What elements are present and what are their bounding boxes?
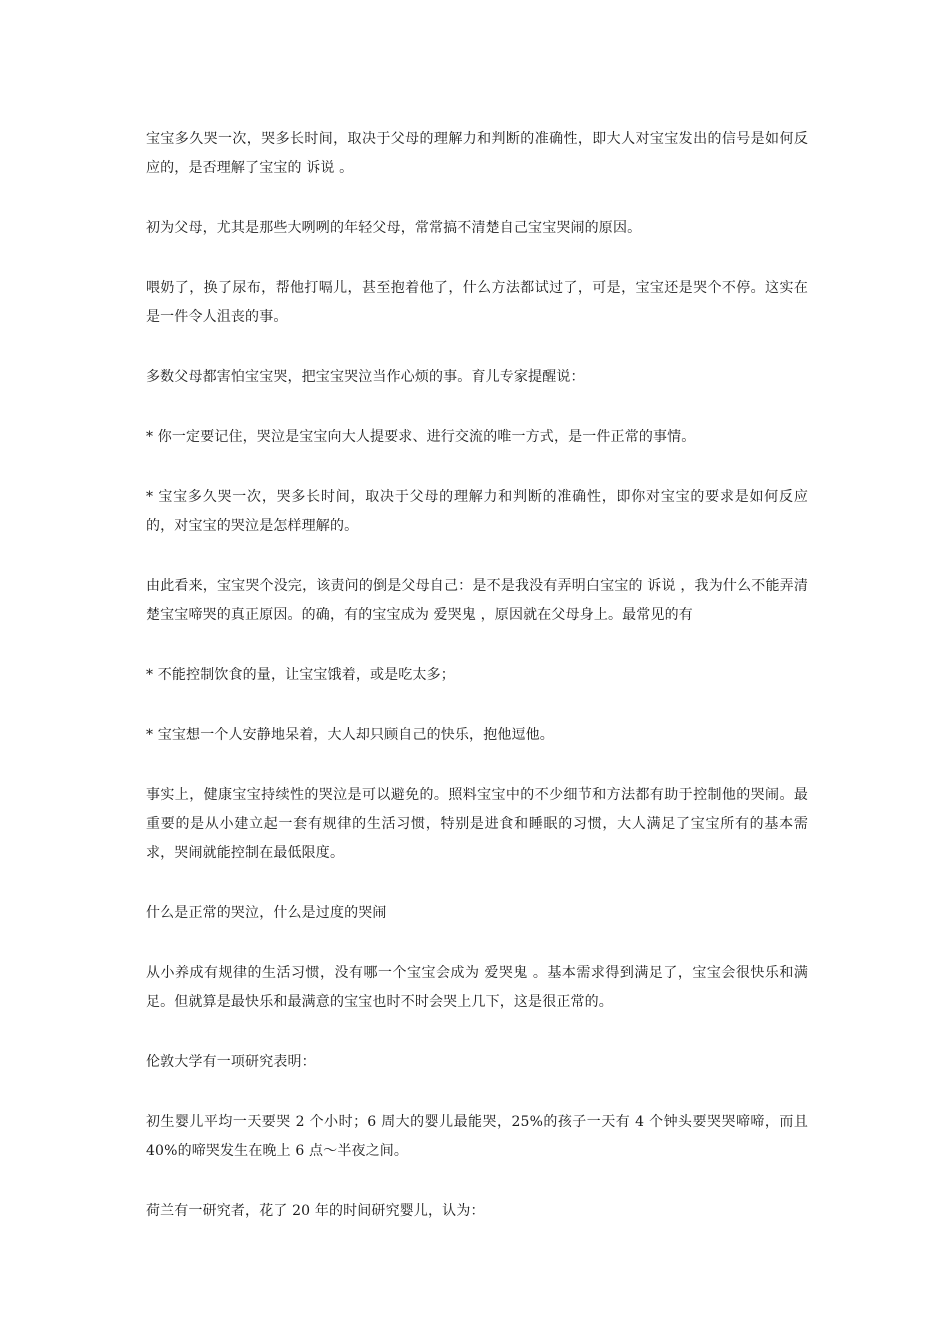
bullet-feeding: * 不能控制饮食的量，让宝宝饿着，或是吃太多； (146, 667, 455, 683)
section-heading-normal-crying: 什么是正常的哭泣，什么是过度的哭闹 (146, 905, 387, 921)
paragraph-tried-everything: 喂奶了，换了尿布，帮他打嗝儿，甚至抱着他了，什么方法都试过了，可是，宝宝还是哭个不停。这实在是一件令人沮丧的事。 (146, 280, 808, 325)
paragraph-expert-reminder: 多数父母都害怕宝宝哭，把宝宝哭泣当作心烦的事。育儿专家提醒说： (146, 369, 585, 385)
bullet-quiet-time: * 宝宝想一个人安静地呆着，大人却只顾自己的快乐，抱他逗他。 (146, 727, 554, 743)
paragraph-new-parents: 初为父母，尤其是那些大咧咧的年轻父母，常常搞不清楚自己宝宝哭闹的原因。 (146, 220, 642, 236)
paragraph-london-study: 伦敦大学有一项研究表明： (146, 1054, 316, 1070)
bullet-crying-communication: * 你一定要记住，哭泣是宝宝向大人提要求、进行交流的唯一方式，是一件正常的事情。 (146, 429, 696, 445)
paragraph-intro: 宝宝多久哭一次，哭多长时间，取决于父母的理解力和判断的准确性，即大人对宝宝发出的信号是如何反应的，是否理解了宝宝的 诉说 。 (146, 131, 808, 176)
paragraph-study-statistics: 初生婴儿平均一天要哭 2 个小时；6 周大的婴儿最能哭，25%的孩子一天有 4 个钟头要哭哭啼啼，而且 40%的啼哭发生在晚上 6 点～半夜之间。 (146, 1114, 808, 1159)
paragraph-regular-habits: 从小养成有规律的生活习惯，没有哪一个宝宝会成为 爱哭鬼 。基本需求得到满足了，宝宝会很快乐和满足。但就算是最快乐和最满意的宝宝也时不时会哭上几下，这是很正常的。 (146, 965, 808, 1010)
document-page (146, 125, 808, 1257)
bullet-parent-understanding: * 宝宝多久哭一次，哭多长时间，取决于父母的理解力和判断的准确性，即你对宝宝的要求是如何反应的，对宝宝的哭泣是怎样理解的。 (146, 489, 808, 534)
paragraph-avoidable-crying: 事实上，健康宝宝持续性的哭泣是可以避免的。照料宝宝中的不少细节和方法都有助于控制他的哭闹。最重要的是从小建立起一套有规律的生活习惯，特别是进食和睡眠的习惯，大人满足了宝宝所有的基本需求，哭闹就能控制在最低限度。 (146, 787, 808, 861)
paragraph-parents-cause: 由此看来，宝宝哭个没完，该责问的倒是父母自己：是不是我没有弄明白宝宝的 诉说 ，我为什么不能弄清楚宝宝啼哭的真正原因。的确，有的宝宝成为 爱哭鬼 ，原因就在父母身上。最常见的有 (146, 578, 808, 623)
paragraph-dutch-researcher: 荷兰有一研究者，花了 20 年的时间研究婴儿，认为： (146, 1203, 485, 1219)
